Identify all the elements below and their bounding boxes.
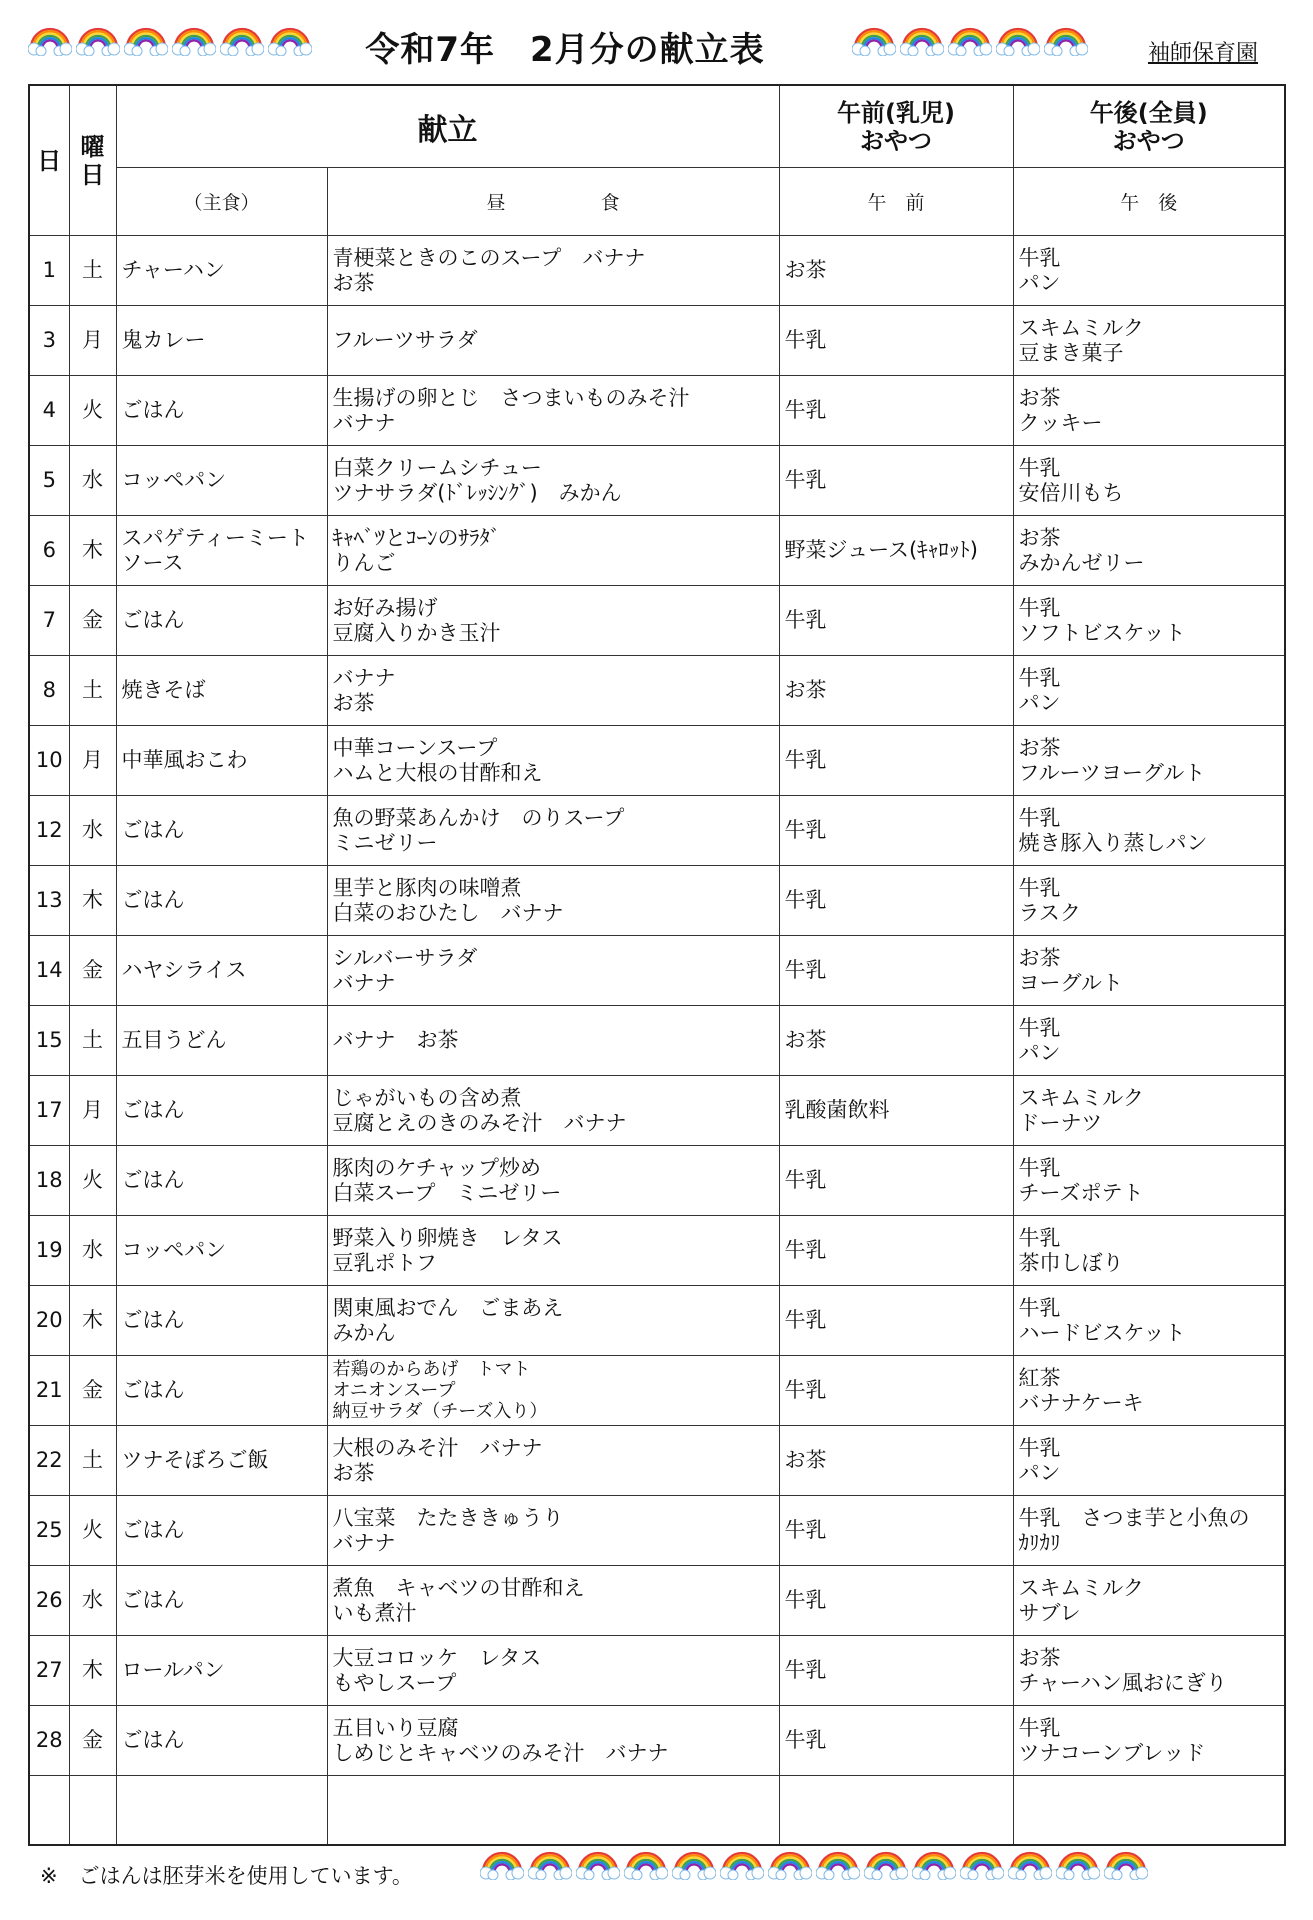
day-cell: 14 [29, 936, 69, 1006]
rainbow-cloud-icon [124, 26, 168, 56]
rainbow-border-right [852, 26, 1088, 56]
lunch-cell [327, 306, 779, 376]
day-cell: 26 [29, 1566, 69, 1636]
rainbow-cloud-icon [624, 1850, 668, 1880]
lunch-cell [327, 1216, 779, 1286]
day-cell: 5 [29, 446, 69, 516]
table-row [29, 656, 1285, 726]
table-row [29, 1636, 1285, 1706]
pm-line: フルーツヨーグルト [1018, 760, 1206, 785]
lunch-line: ツナサラダ(ﾄﾞﾚｯｼﾝｸﾞ) みかん [332, 480, 622, 505]
weekday-cell: 金 [69, 1356, 116, 1426]
pm-line: ヨーグルト [1018, 970, 1123, 995]
staple-cell: ごはん [116, 1706, 327, 1776]
lunch-line: 豆腐入りかき玉汁 [332, 620, 501, 645]
weekday-cell: 木 [69, 1286, 116, 1356]
lunch-line: 大豆コロッケ レタス [332, 1645, 542, 1670]
pm-line: 牛乳 [1018, 1015, 1061, 1040]
table-row [29, 236, 1285, 306]
header-day: 日 [29, 85, 69, 236]
day-cell: 20 [29, 1286, 69, 1356]
pm-line: サブレ [1018, 1600, 1081, 1625]
lunch-line: りんご [332, 550, 396, 575]
lunch-line: みかん [332, 1320, 396, 1345]
pm-line: 焼き豚入り蒸しパン [1018, 830, 1208, 855]
header-weekday: 曜 日 [69, 85, 116, 236]
table-row [29, 376, 1285, 446]
table-row [29, 1566, 1285, 1636]
pm-line: 牛乳 [1018, 1225, 1061, 1250]
organization-name: 袖師保育園 [1148, 41, 1259, 66]
pm-line: 牛乳 [1018, 805, 1061, 830]
am-snack-cell: 牛乳 [779, 1706, 1013, 1776]
day-cell: 13 [29, 866, 69, 936]
pm-line: 牛乳 [1018, 875, 1061, 900]
table-row [29, 1706, 1285, 1776]
lunch-line: フルーツサラダ [332, 328, 478, 352]
pm-line: お茶 [1018, 385, 1061, 410]
menu-table [28, 84, 1286, 1846]
weekday-cell: 月 [69, 1076, 116, 1146]
lunch-cell [327, 586, 779, 656]
rainbow-border-bottom [480, 1850, 1148, 1880]
pm-snack-cell [1013, 726, 1285, 796]
day-cell: 8 [29, 656, 69, 726]
header-am: 午 前 [779, 168, 1013, 236]
lunch-line: じゃがいもの含め煮 [332, 1085, 522, 1110]
lunch-cell [327, 1426, 779, 1496]
staple-cell: ごはん [116, 1286, 327, 1356]
lunch-cell [327, 1706, 779, 1776]
am-snack-cell: 牛乳 [779, 1146, 1013, 1216]
staple-cell: 鬼カレー [116, 306, 327, 376]
weekday-cell: 金 [69, 936, 116, 1006]
staple-cell: ハヤシライス [116, 936, 327, 1006]
am-snack-cell: 牛乳 [779, 1566, 1013, 1636]
lunch-cell [327, 1636, 779, 1706]
am-snack-cell: 牛乳 [779, 1286, 1013, 1356]
day-cell: 4 [29, 376, 69, 446]
staple-cell: ごはん [116, 796, 327, 866]
rainbow-cloud-icon [720, 1850, 764, 1880]
rainbow-cloud-icon [1044, 26, 1088, 56]
am-snack-cell: お茶 [779, 1006, 1013, 1076]
pm-line: ツナコーンブレッド [1018, 1740, 1206, 1765]
header-lunch: 昼 食 [327, 168, 779, 236]
day-cell: 7 [29, 586, 69, 656]
am-snack-cell: 牛乳 [779, 306, 1013, 376]
table-row [29, 1076, 1285, 1146]
staple-cell: ごはん [116, 586, 327, 656]
pm-line: 牛乳 [1018, 1295, 1061, 1320]
lunch-line: お茶 [332, 270, 375, 295]
pm-line: スキムミルク [1018, 1575, 1144, 1600]
staple-cell: ごはん [116, 1356, 327, 1426]
header-pm-snack: 午後(全員) おやつ [1013, 85, 1285, 168]
pm-snack-cell [1013, 376, 1285, 446]
pm-line: ソフトビスケット [1018, 620, 1186, 645]
staple-cell: 五目うどん [116, 1006, 327, 1076]
pm-line: 牛乳 さつま芋と小魚の [1018, 1505, 1250, 1530]
weekday-cell: 土 [69, 236, 116, 306]
pm-snack-cell [1013, 1706, 1285, 1776]
pm-snack-cell [1013, 586, 1285, 656]
empty-cell [69, 1776, 116, 1846]
am-snack-cell: 牛乳 [779, 726, 1013, 796]
staple-cell: ごはん [116, 1076, 327, 1146]
pm-line: スキムミルク [1018, 1085, 1144, 1110]
pm-snack-cell [1013, 1566, 1285, 1636]
weekday-cell: 火 [69, 376, 116, 446]
lunch-line: 白菜のおひたし バナナ [332, 900, 564, 925]
weekday-cell: 土 [69, 656, 116, 726]
staple-cell: コッペパン [116, 446, 327, 516]
empty-cell [1013, 1776, 1285, 1846]
day-cell: 19 [29, 1216, 69, 1286]
lunch-line: 白菜クリームシチュー [332, 455, 542, 480]
lunch-line: 煮魚 キャベツの甘酢和え [332, 1575, 585, 1600]
weekday-cell: 月 [69, 306, 116, 376]
rainbow-cloud-icon [220, 26, 264, 56]
weekday-cell: 水 [69, 796, 116, 866]
rainbow-cloud-icon [864, 1850, 908, 1880]
am-snack-cell: 牛乳 [779, 866, 1013, 936]
pm-line: パン [1018, 1460, 1061, 1485]
pm-snack-cell [1013, 936, 1285, 1006]
pm-line: 牛乳 [1018, 595, 1061, 620]
pm-snack-cell [1013, 1426, 1285, 1496]
day-cell: 28 [29, 1706, 69, 1776]
table-row [29, 586, 1285, 656]
lunch-line: 豆腐とえのきのみそ汁 バナナ [332, 1110, 627, 1135]
rainbow-cloud-icon [816, 1850, 860, 1880]
pm-snack-cell [1013, 306, 1285, 376]
lunch-cell [327, 726, 779, 796]
am-snack-cell: 牛乳 [779, 1216, 1013, 1286]
lunch-line: 魚の野菜あんかけ のりスープ [332, 805, 625, 830]
empty-cell [29, 1776, 69, 1846]
pm-line: ｶﾘｶﾘ [1018, 1530, 1061, 1555]
lunch-line: 野菜入り卵焼き レタス [332, 1225, 563, 1250]
staple-cell: ツナそぼろご飯 [116, 1426, 327, 1496]
day-cell: 25 [29, 1496, 69, 1566]
lunch-line: 青梗菜ときのこのスープ バナナ [332, 245, 646, 270]
header-menu: 献立 [116, 85, 779, 168]
lunch-line: バナナ お茶 [332, 1028, 459, 1052]
page-title: 令和7年 2月分の献立表 [365, 30, 765, 70]
lunch-line: もやしスープ [332, 1670, 457, 1695]
pm-line: お茶 [1018, 735, 1061, 760]
table-row [29, 866, 1285, 936]
weekday-cell: 火 [69, 1496, 116, 1566]
staple-cell: ごはん [116, 376, 327, 446]
pm-snack-cell [1013, 1146, 1285, 1216]
rainbow-cloud-icon [960, 1850, 1004, 1880]
pm-line: バナナケーキ [1018, 1390, 1144, 1415]
day-cell: 15 [29, 1006, 69, 1076]
lunch-line: お茶 [332, 1460, 375, 1485]
rainbow-cloud-icon [996, 26, 1040, 56]
lunch-cell [327, 656, 779, 726]
lunch-cell [327, 796, 779, 866]
lunch-cell [327, 1006, 779, 1076]
staple-cell: チャーハン [116, 236, 327, 306]
staple-cell: 中華風おこわ [116, 726, 327, 796]
rainbow-cloud-icon [1056, 1850, 1100, 1880]
lunch-line: 八宝菜 たたききゅうり [332, 1505, 564, 1530]
table-row [29, 516, 1285, 586]
staple-cell: ロールパン [116, 1636, 327, 1706]
lunch-cell [327, 936, 779, 1006]
day-cell: 27 [29, 1636, 69, 1706]
staple-cell: ごはん [116, 866, 327, 936]
lunch-line: ミニゼリー [332, 830, 438, 855]
lunch-cell [327, 1286, 779, 1356]
lunch-cell [327, 1146, 779, 1216]
lunch-line: 生揚げの卵とじ さつまいものみそ汁 [332, 385, 690, 410]
rainbow-cloud-icon [912, 1850, 956, 1880]
pm-line: チャーハン風おにぎり [1018, 1670, 1227, 1695]
rainbow-cloud-icon [528, 1850, 572, 1880]
lunch-cell [327, 1356, 779, 1426]
lunch-line: 納豆サラダ（チーズ入り） [332, 1401, 548, 1422]
rainbow-cloud-icon [576, 1850, 620, 1880]
pm-line: 豆まき菓子 [1018, 340, 1124, 365]
am-snack-cell: 牛乳 [779, 1636, 1013, 1706]
lunch-line: バナナ [332, 410, 396, 435]
pm-line: 安倍川もち [1018, 480, 1124, 505]
pm-line: みかんゼリー [1018, 550, 1145, 575]
pm-line: パン [1018, 270, 1061, 295]
day-cell: 22 [29, 1426, 69, 1496]
am-snack-cell: 牛乳 [779, 796, 1013, 866]
lunch-cell [327, 376, 779, 446]
lunch-line: お好み揚げ [332, 595, 438, 620]
lunch-line: ｷｬﾍﾞﾂとｺｰﾝのｻﾗﾀﾞ [332, 525, 501, 550]
pm-snack-cell [1013, 1496, 1285, 1566]
am-snack-cell: 牛乳 [779, 936, 1013, 1006]
lunch-line: 若鶏のからあげ トマト [332, 1359, 531, 1380]
pm-line: お茶 [1018, 1645, 1061, 1670]
table-row [29, 446, 1285, 516]
pm-line: 牛乳 [1018, 1715, 1061, 1740]
weekday-cell: 火 [69, 1146, 116, 1216]
table-row [29, 726, 1285, 796]
am-snack-cell: 牛乳 [779, 446, 1013, 516]
rainbow-border-left [28, 26, 312, 56]
rainbow-cloud-icon [268, 26, 312, 56]
pm-line: クッキー [1018, 410, 1103, 435]
pm-snack-cell [1013, 1286, 1285, 1356]
am-snack-cell: 牛乳 [779, 1356, 1013, 1426]
am-snack-cell: お茶 [779, 656, 1013, 726]
am-snack-cell: 野菜ジュース(ｷｬﾛｯﾄ) [779, 516, 1013, 586]
day-cell: 10 [29, 726, 69, 796]
pm-line: 牛乳 [1018, 1155, 1061, 1180]
footnote: ※ ごはんは胚芽米を使用しています。 [40, 1864, 413, 1888]
lunch-line: ハムと大根の甘酢和え [332, 760, 543, 785]
lunch-line: 大根のみそ汁 バナナ [332, 1435, 543, 1460]
lunch-cell [327, 1076, 779, 1146]
rainbow-cloud-icon [768, 1850, 812, 1880]
lunch-cell [327, 866, 779, 936]
rainbow-cloud-icon [480, 1850, 524, 1880]
weekday-cell: 土 [69, 1426, 116, 1496]
empty-cell [327, 1776, 779, 1846]
rainbow-cloud-icon [672, 1850, 716, 1880]
pm-line: お茶 [1018, 945, 1061, 970]
lunch-line: 豆乳ポトフ [332, 1250, 437, 1275]
staple-cell: ごはん [116, 1496, 327, 1566]
rainbow-cloud-icon [1008, 1850, 1052, 1880]
pm-snack-cell [1013, 1216, 1285, 1286]
header-am-snack: 午前(乳児) おやつ [779, 85, 1013, 168]
pm-line: スキムミルク [1018, 315, 1144, 340]
empty-cell [116, 1776, 327, 1846]
pm-line: 牛乳 [1018, 1435, 1061, 1460]
day-cell: 18 [29, 1146, 69, 1216]
table-row [29, 936, 1285, 1006]
pm-snack-cell [1013, 796, 1285, 866]
lunch-line: いも煮汁 [332, 1600, 417, 1625]
am-snack-cell: 乳酸菌飲料 [779, 1076, 1013, 1146]
lunch-cell [327, 516, 779, 586]
pm-snack-cell [1013, 236, 1285, 306]
staple-cell: コッペパン [116, 1216, 327, 1286]
rainbow-cloud-icon [1104, 1850, 1148, 1880]
lunch-line: バナナ [332, 1530, 396, 1555]
am-snack-cell: 牛乳 [779, 1496, 1013, 1566]
rainbow-cloud-icon [900, 26, 944, 56]
lunch-line: 関東風おでん ごまあえ [332, 1295, 564, 1320]
weekday-cell: 木 [69, 866, 116, 936]
pm-line: ドーナツ [1018, 1110, 1103, 1135]
table-row [29, 796, 1285, 866]
day-cell: 1 [29, 236, 69, 306]
table-row [29, 1286, 1285, 1356]
pm-line: チーズポテト [1018, 1180, 1144, 1205]
rainbow-cloud-icon [76, 26, 120, 56]
pm-snack-cell [1013, 1006, 1285, 1076]
lunch-cell [327, 236, 779, 306]
weekday-cell: 金 [69, 586, 116, 656]
table-row [29, 1496, 1285, 1566]
header-pm: 午 後 [1013, 168, 1285, 236]
pm-snack-cell [1013, 1356, 1285, 1426]
weekday-cell: 水 [69, 446, 116, 516]
staple-cell: ごはん [116, 1566, 327, 1636]
day-cell: 17 [29, 1076, 69, 1146]
am-snack-cell: 牛乳 [779, 376, 1013, 446]
pm-line: 牛乳 [1018, 455, 1061, 480]
pm-snack-cell [1013, 866, 1285, 936]
pm-line: 牛乳 [1018, 245, 1061, 270]
day-cell: 6 [29, 516, 69, 586]
pm-snack-cell [1013, 516, 1285, 586]
table-row [29, 1216, 1285, 1286]
am-snack-cell: お茶 [779, 236, 1013, 306]
weekday-cell: 月 [69, 726, 116, 796]
am-snack-cell: お茶 [779, 1426, 1013, 1496]
lunch-line: 豚肉のケチャップ炒め [332, 1155, 542, 1180]
lunch-line: バナナ [332, 970, 396, 995]
weekday-cell: 水 [69, 1216, 116, 1286]
weekday-cell: 土 [69, 1006, 116, 1076]
weekday-cell: 水 [69, 1566, 116, 1636]
pm-line: パン [1018, 1040, 1061, 1065]
lunch-cell [327, 1566, 779, 1636]
table-row [29, 1356, 1285, 1426]
table-row [29, 306, 1285, 376]
lunch-line: 里芋と豚肉の味噌煮 [332, 875, 522, 900]
rainbow-cloud-icon [28, 26, 72, 56]
rainbow-cloud-icon [172, 26, 216, 56]
weekday-cell: 木 [69, 1636, 116, 1706]
empty-row [29, 1776, 1285, 1846]
pm-snack-cell [1013, 1076, 1285, 1146]
table-row [29, 1146, 1285, 1216]
lunch-line: シルバーサラダ [332, 945, 478, 970]
lunch-line: お茶 [332, 690, 375, 715]
weekday-cell: 金 [69, 1706, 116, 1776]
day-cell: 12 [29, 796, 69, 866]
pm-line: お茶 [1018, 525, 1061, 550]
table-row [29, 1006, 1285, 1076]
staple-cell: ごはん [116, 1146, 327, 1216]
weekday-cell: 木 [69, 516, 116, 586]
pm-snack-cell [1013, 446, 1285, 516]
lunch-line: しめじとキャベツのみそ汁 バナナ [332, 1740, 669, 1765]
header-staple: （主食） [116, 168, 327, 236]
pm-snack-cell [1013, 1636, 1285, 1706]
pm-line: ラスク [1018, 900, 1081, 925]
day-cell: 21 [29, 1356, 69, 1426]
day-cell: 3 [29, 306, 69, 376]
empty-cell [779, 1776, 1013, 1846]
lunch-line: 白菜スープ ミニゼリー [332, 1180, 562, 1205]
lunch-cell [327, 446, 779, 516]
pm-line: ハードビスケット [1018, 1320, 1186, 1345]
pm-line: 茶巾しぼり [1018, 1250, 1124, 1275]
rainbow-cloud-icon [948, 26, 992, 56]
staple-cell: 焼きそば [116, 656, 327, 726]
lunch-line: オニオンスープ [332, 1380, 456, 1401]
lunch-cell [327, 1496, 779, 1566]
lunch-line: バナナ [332, 665, 396, 690]
am-snack-cell: 牛乳 [779, 586, 1013, 656]
menu-body [29, 236, 1285, 1846]
pm-snack-cell [1013, 656, 1285, 726]
pm-line: パン [1018, 690, 1061, 715]
lunch-line: 中華コーンスープ [332, 735, 498, 760]
table-row [29, 1426, 1285, 1496]
staple-cell: スパゲティーミートソース [116, 516, 327, 586]
pm-line: 紅茶 [1018, 1365, 1061, 1390]
pm-line: 牛乳 [1018, 665, 1061, 690]
lunch-line: 五目いり豆腐 [332, 1715, 459, 1740]
rainbow-cloud-icon [852, 26, 896, 56]
